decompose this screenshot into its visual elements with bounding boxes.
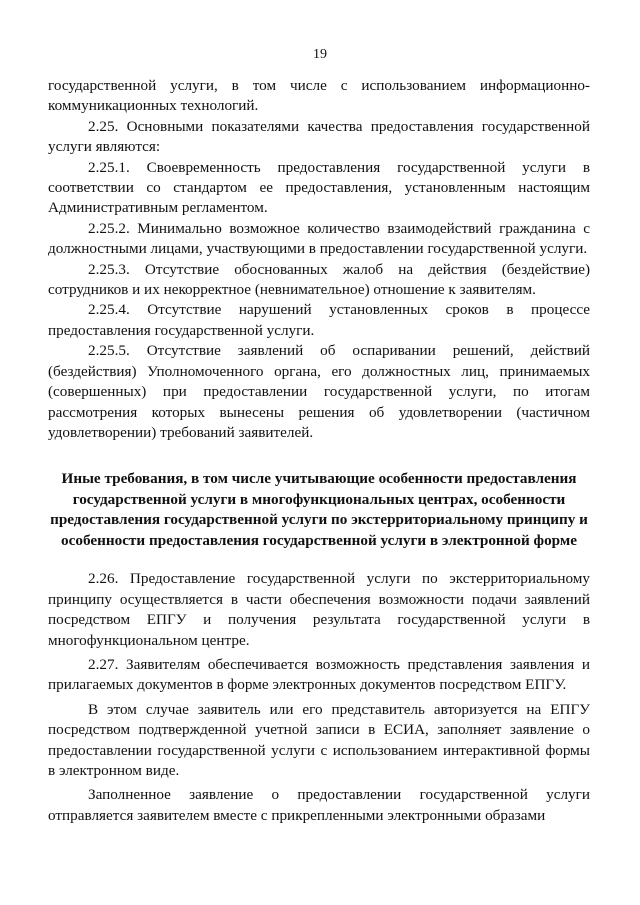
paragraph-submission: Заполненное заявление о предоставлении государственной услуги отправляется заявителем вместе с прикрепленными электронными образами	[48, 786, 590, 824]
paragraph-2-25-4: 2.25.4. Отсутствие нарушений установленных сроков в процессе предоставления государственной услуги.	[48, 301, 590, 339]
document-body	[48, 76, 590, 826]
paragraph-2-25-1: 2.25.1. Своевременность предоставления государственной услуги в соответствии со стандартом ее предоставления, установленным настоящим Административным регламентом.	[48, 158, 590, 217]
paragraph-2-25: 2.25. Основными показателями качества предоставления государственной услуги являются:	[48, 117, 590, 156]
paragraph-continuation: государственной услуги, в том числе с использованием информационно-коммуникационных технологий.	[48, 77, 590, 115]
paragraph-authorization: В этом случае заявитель или его представитель авторизуется на ЕПГУ посредством подтвержденной учетной записи в ЕСИА, заполняет заявление о предоставлении государственной услуги с использованием интерактивной формы в электронном виде.	[48, 700, 590, 779]
paragraph-2-27: 2.27. Заявителям обеспечивается возможность представления заявления и прилагаемых документов в форме электронных документов посредством ЕПГУ.	[48, 655, 590, 694]
paragraph-2-25-5: 2.25.5. Отсутствие заявлений об оспаривании решений, действий (бездействия) Уполномоченного органа, его должностных лиц, принимаемых (совершенных) при предоставлении государственной услуги, по итогам рассмотрения которых вынесены решения об удовлетворении (частичном удовлетворении) требований заявителей.	[48, 342, 590, 441]
page-number: 19	[313, 47, 327, 62]
paragraph-2-25-2: 2.25.2. Минимально возможное количество взаимодействий гражданина с должностными лицами, участвующими в предоставлении государственной услуги.	[48, 219, 590, 258]
section-heading: Иные требования, в том числе учитывающие особенности предоставления государственной услуги в многофункциональных центрах, особенности предоставления государственной услуги по экстерриториальному принципу и особенности предоставления государственной услуги в электронной форме	[50, 470, 588, 549]
paragraph-2-25-3: 2.25.3. Отсутствие обоснованных жалоб на действия (бездействие) сотрудников и их некорректное (невнимательное) отношение к заявителям.	[48, 260, 590, 299]
paragraph-2-26: 2.26. Предоставление государственной услуги по экстерриториальному принципу осуществляется в части обеспечения возможности подачи заявлений посредством ЕПГУ и получения результата государственной услуги в многофункциональном центре.	[48, 570, 590, 649]
